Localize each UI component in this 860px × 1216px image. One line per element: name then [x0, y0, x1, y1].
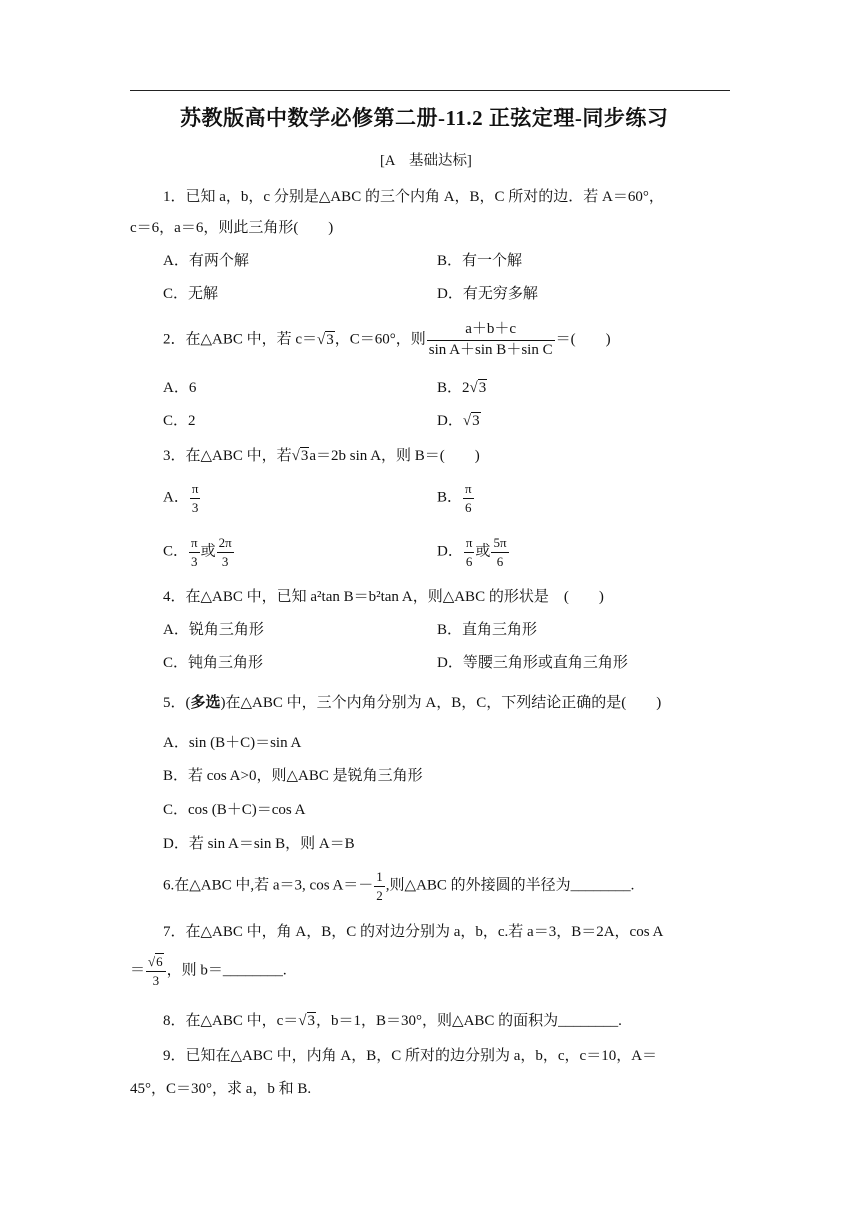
q4-option-b: B．直角三角形 — [437, 622, 538, 638]
q2-option-a: A．6 — [163, 380, 197, 396]
q4-option-d: D．等腰三角形或直角三角形 — [437, 655, 628, 671]
q2-line — [163, 322, 611, 359]
q3-option-d: D． $\frac{\pi}{6}$ 或 $\frac{5\pi}{6}$ — [437, 535, 507, 569]
q4-option-a: A．锐角三角形 — [163, 622, 264, 638]
q1-line2: c＝6，a＝6，则此三角形( ) — [130, 220, 334, 236]
q6-fraction: $\frac{1}{2}$ — [376, 869, 383, 903]
q4-line: 4．在△ABC 中，已知 a²tan B＝b²tan A，则△ABC 的形状是 ( ) — [163, 589, 604, 605]
q1-option-d: D．有无穷多解 — [437, 286, 538, 302]
q3-option-c: C． $\frac{\pi}{3}$ 或 $\frac{2\pi}{3}$ — [163, 535, 232, 569]
q8-sqrt: √3 — [298, 1013, 316, 1029]
q3-sqrt: √3 — [291, 448, 309, 464]
q2-sqrt-c: √3 — [317, 331, 334, 348]
q5-option-b: B．若 cos A>0，则△ABC 是锐角三角形 — [163, 768, 423, 784]
page-title: 苏教版高中数学必修第二册-11.2 正弦定理-同步练习 — [180, 106, 669, 130]
q1-option-a: A．有两个解 — [163, 253, 249, 269]
q6-line: 6.在△ABC 中,若 a＝3, cos A＝－ $\frac{1}{2}$ ,则△ABC 的外接圆的半径为________. — [163, 869, 635, 903]
q3-option-b: B． $\frac{\pi}{6}$ — [437, 481, 472, 515]
q4-option-c: C．钝角三角形 — [163, 655, 264, 671]
q2-fraction: $\frac{a+b+c}{\text{sin A＋sin B＋sin C}}$ — [428, 321, 553, 358]
q5-option-d: D．若 sin A＝sin B，则 A＝B — [163, 836, 355, 852]
q2-option-d: D．√3 — [437, 413, 480, 429]
q1-line1: 1．已知 a，b，c 分别是△ABC 的三个内角 A，B，C 所对的边．若 A＝60°， — [163, 189, 664, 205]
q7-fraction: $\frac{√6}{3}$ — [146, 955, 166, 987]
q2-mid: ，C＝60°，则 — [334, 331, 426, 348]
q2-pre: 2．在△ABC 中，若 c＝ — [163, 331, 318, 348]
q2-option-c: C．2 — [163, 413, 196, 429]
q7-line2: ＝ $\frac{√6}{3}$ ，则 b＝________. — [130, 954, 287, 988]
q8-line: 8．在△ABC 中，c＝√3，b＝1，B＝30°，则△ABC 的面积为________. — [163, 1013, 622, 1029]
q9-line2: 45°，C＝30°，求 a，b 和 B. — [130, 1081, 312, 1097]
q3-option-a: A． $\frac{\pi}{3}$ — [163, 481, 199, 515]
q2-post: ＝( ) — [555, 331, 611, 348]
q3-line: 3．在△ABC 中，若√3a＝2b sin A，则 B＝( ) — [163, 448, 480, 464]
q7-line1: 7．在△ABC 中，角 A，B，C 的对边分别为 a，b，c.若 a＝3，B＝2A，cos A — [163, 924, 664, 940]
q2-option-b: B．2√3 — [437, 380, 487, 396]
q9-line1: 9．已知在△ABC 中，内角 A，B，C 所对的边分别为 a，b，c，c＝10，A＝ — [163, 1048, 658, 1064]
q1-option-b: B．有一个解 — [437, 253, 523, 269]
q5-line: 5．(多选)在△ABC 中，三个内角分别为 A，B，C，下列结论正确的是( ) — [163, 695, 662, 711]
header-rule — [130, 90, 730, 91]
q5-option-a: A．sin (B＋C)＝sin A — [163, 735, 302, 751]
q5-option-c: C．cos (B＋C)＝cos A — [163, 802, 306, 818]
q1-option-c: C．无解 — [163, 286, 219, 302]
section-heading: [A 基础达标] — [380, 153, 472, 169]
q5-multi-select-tag: 多选 — [190, 695, 221, 711]
